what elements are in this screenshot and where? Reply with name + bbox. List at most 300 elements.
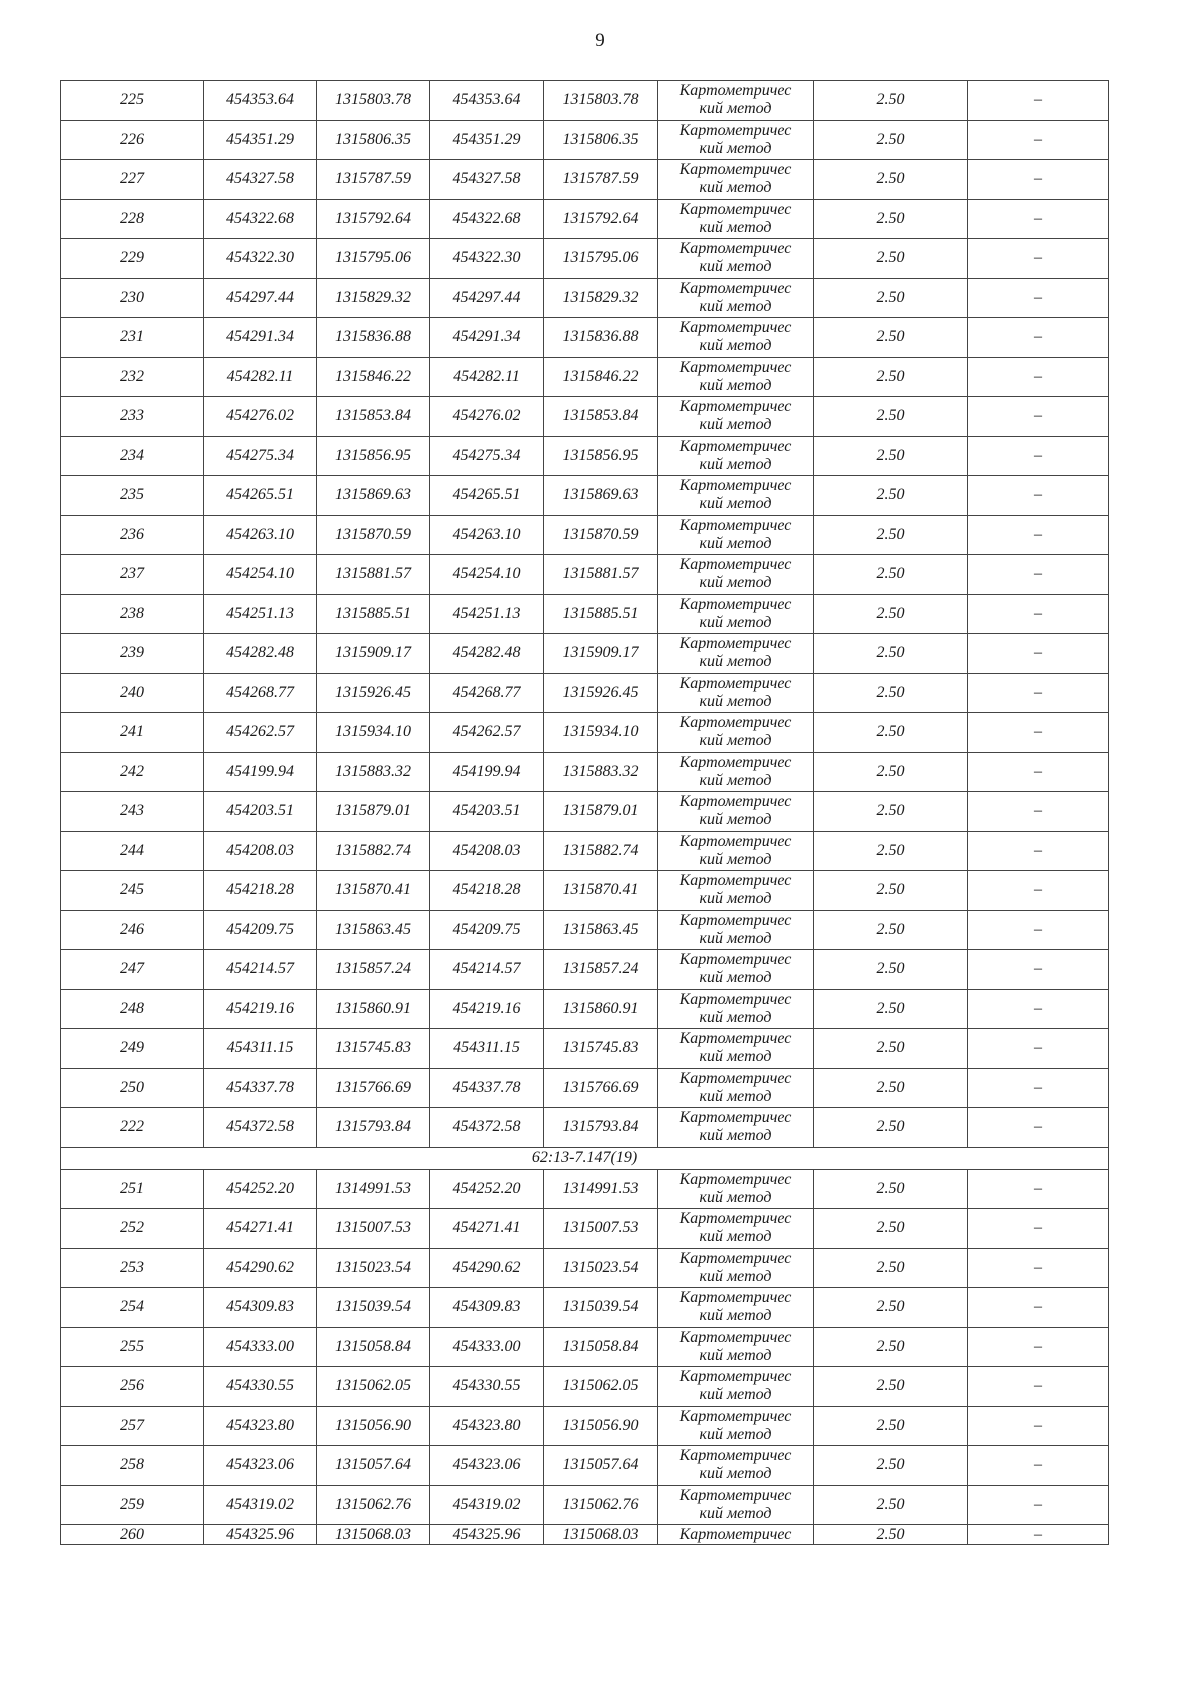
y-coordinate-2-cell: 1315062.76 — [544, 1485, 658, 1525]
description-cell: – — [968, 752, 1109, 792]
method-cell — [658, 555, 814, 595]
method-line-2: кий метод — [699, 574, 772, 592]
x-coordinate-2-cell: 454251.13 — [430, 594, 544, 634]
y-coordinate-2-cell: 1315853.84 — [544, 397, 658, 437]
method-line-2: кий метод — [699, 653, 772, 671]
y-coordinate-cell: 1315934.10 — [317, 713, 430, 753]
y-coordinate-cell: 1315870.41 — [317, 871, 430, 911]
x-coordinate-cell: 454254.10 — [204, 555, 317, 595]
method-line-1: Картометричес — [679, 200, 792, 218]
x-coordinate-cell: 454333.00 — [204, 1327, 317, 1367]
table-row — [61, 792, 1109, 832]
method-line-2: кий метод — [699, 495, 772, 513]
y-coordinate-2-cell: 1315056.90 — [544, 1406, 658, 1446]
y-coordinate-2-cell: 1315846.22 — [544, 357, 658, 397]
method-cell — [658, 357, 814, 397]
y-coordinate-cell: 1315846.22 — [317, 357, 430, 397]
accuracy-cell: 2.50 — [814, 278, 968, 318]
x-coordinate-2-cell: 454219.16 — [430, 989, 544, 1029]
y-coordinate-cell: 1315885.51 — [317, 594, 430, 634]
x-coordinate-2-cell: 454325.96 — [430, 1525, 544, 1545]
accuracy-cell: 2.50 — [814, 792, 968, 832]
method-line-2: кий метод — [699, 1087, 772, 1105]
point-number-cell: 259 — [61, 1485, 204, 1525]
table-row — [61, 1288, 1109, 1328]
x-coordinate-cell: 454214.57 — [204, 950, 317, 990]
description-cell: – — [968, 1327, 1109, 1367]
method-line-1: Картометричес — [679, 1368, 792, 1386]
x-coordinate-cell: 454218.28 — [204, 871, 317, 911]
point-number-cell: 245 — [61, 871, 204, 911]
description-cell: – — [968, 278, 1109, 318]
description-cell: – — [968, 555, 1109, 595]
x-coordinate-cell: 454297.44 — [204, 278, 317, 318]
x-coordinate-2-cell: 454214.57 — [430, 950, 544, 990]
point-number-cell: 222 — [61, 1108, 204, 1148]
method-line-2: кий метод — [699, 613, 772, 631]
accuracy-cell: 2.50 — [814, 1068, 968, 1108]
y-coordinate-cell: 1315836.88 — [317, 318, 430, 358]
method-cell — [658, 1525, 814, 1545]
y-coordinate-cell: 1315803.78 — [317, 81, 430, 121]
table-row — [61, 594, 1109, 634]
x-coordinate-2-cell: 454290.62 — [430, 1248, 544, 1288]
point-number-cell: 228 — [61, 199, 204, 239]
method-line-2: кий метод — [699, 455, 772, 473]
method-cell — [658, 81, 814, 121]
method-line-1: Картометричес — [679, 437, 792, 455]
point-number-cell: 241 — [61, 713, 204, 753]
x-coordinate-cell: 454251.13 — [204, 594, 317, 634]
y-coordinate-cell: 1315057.64 — [317, 1446, 430, 1486]
y-coordinate-2-cell: 1315909.17 — [544, 634, 658, 674]
y-coordinate-2-cell: 1315829.32 — [544, 278, 658, 318]
y-coordinate-2-cell: 1315881.57 — [544, 555, 658, 595]
x-coordinate-cell: 454351.29 — [204, 120, 317, 160]
accuracy-cell: 2.50 — [814, 239, 968, 279]
description-cell: – — [968, 1248, 1109, 1288]
method-line-1: Картометричес — [679, 1210, 792, 1228]
table-row — [61, 1446, 1109, 1486]
table-row — [61, 120, 1109, 160]
method-line-1: Картометричес — [679, 240, 792, 258]
method-line-1: Картометричес — [679, 1170, 792, 1188]
y-coordinate-2-cell: 1315879.01 — [544, 792, 658, 832]
method-line-1: Картометричес — [679, 279, 792, 297]
accuracy-cell: 2.50 — [814, 1525, 968, 1545]
point-number-cell: 232 — [61, 357, 204, 397]
method-line-2: кий метод — [699, 1425, 772, 1443]
y-coordinate-cell: 1315909.17 — [317, 634, 430, 674]
x-coordinate-2-cell: 454330.55 — [430, 1367, 544, 1407]
point-number-cell: 251 — [61, 1169, 204, 1209]
table-row — [61, 318, 1109, 358]
method-line-2: кий метод — [699, 1504, 772, 1522]
description-cell: – — [968, 239, 1109, 279]
x-coordinate-cell: 454309.83 — [204, 1288, 317, 1328]
method-cell — [658, 515, 814, 555]
x-coordinate-2-cell: 454262.57 — [430, 713, 544, 753]
method-line-1: Картометричес — [679, 398, 792, 416]
x-coordinate-cell: 454282.11 — [204, 357, 317, 397]
accuracy-cell: 2.50 — [814, 713, 968, 753]
table-row — [61, 239, 1109, 279]
method-cell — [658, 950, 814, 990]
table-row — [61, 1367, 1109, 1407]
table-row — [61, 81, 1109, 121]
method-line-1: Картометричес — [679, 121, 792, 139]
point-number-cell: 242 — [61, 752, 204, 792]
point-number-cell: 233 — [61, 397, 204, 437]
description-cell: – — [968, 81, 1109, 121]
method-cell — [658, 634, 814, 674]
table-row — [61, 989, 1109, 1029]
y-coordinate-cell: 1315795.06 — [317, 239, 430, 279]
method-line-2: кий метод — [699, 850, 772, 868]
description-cell: – — [968, 357, 1109, 397]
method-line-2: кий метод — [699, 811, 772, 829]
accuracy-cell: 2.50 — [814, 673, 968, 713]
y-coordinate-2-cell: 1315806.35 — [544, 120, 658, 160]
method-cell — [658, 752, 814, 792]
method-line-1: Картометричес — [679, 477, 792, 495]
table-row — [61, 160, 1109, 200]
method-cell — [658, 1209, 814, 1249]
description-cell: – — [968, 160, 1109, 200]
x-coordinate-2-cell: 454372.58 — [430, 1108, 544, 1148]
method-line-2: кий метод — [699, 100, 772, 118]
table-row — [61, 436, 1109, 476]
table-row — [61, 476, 1109, 516]
point-number-cell: 246 — [61, 910, 204, 950]
y-coordinate-2-cell: 1315926.45 — [544, 673, 658, 713]
description-cell: – — [968, 871, 1109, 911]
x-coordinate-2-cell: 454323.06 — [430, 1446, 544, 1486]
method-line-1: Картометричес — [679, 1030, 792, 1048]
method-line-2: кий метод — [699, 376, 772, 394]
method-cell — [658, 1485, 814, 1525]
y-coordinate-2-cell: 1315057.64 — [544, 1446, 658, 1486]
y-coordinate-2-cell: 1315793.84 — [544, 1108, 658, 1148]
method-cell — [658, 594, 814, 634]
point-number-cell: 231 — [61, 318, 204, 358]
method-cell — [658, 1068, 814, 1108]
point-number-cell: 239 — [61, 634, 204, 674]
accuracy-cell: 2.50 — [814, 1108, 968, 1148]
method-cell — [658, 831, 814, 871]
y-coordinate-cell: 1315926.45 — [317, 673, 430, 713]
y-coordinate-2-cell: 1315860.91 — [544, 989, 658, 1029]
y-coordinate-cell: 1315792.64 — [317, 199, 430, 239]
y-coordinate-2-cell: 1315857.24 — [544, 950, 658, 990]
point-number-cell: 254 — [61, 1288, 204, 1328]
method-line-1: Картометричес — [679, 1407, 792, 1425]
y-coordinate-cell: 1315062.05 — [317, 1367, 430, 1407]
x-coordinate-2-cell: 454203.51 — [430, 792, 544, 832]
x-coordinate-cell: 454203.51 — [204, 792, 317, 832]
x-coordinate-2-cell: 454322.68 — [430, 199, 544, 239]
x-coordinate-cell: 454271.41 — [204, 1209, 317, 1249]
method-line-1: Картометричес — [679, 714, 792, 732]
y-coordinate-2-cell: 1315882.74 — [544, 831, 658, 871]
method-cell — [658, 239, 814, 279]
method-line-1: Картометричес — [679, 358, 792, 376]
method-cell — [658, 989, 814, 1029]
accuracy-cell: 2.50 — [814, 1248, 968, 1288]
method-line-1: Картометричес — [679, 911, 792, 929]
description-cell: – — [968, 1288, 1109, 1328]
description-cell: – — [968, 397, 1109, 437]
method-cell — [658, 1446, 814, 1486]
method-line-1: Картометричес — [679, 319, 792, 337]
table-row — [61, 752, 1109, 792]
table-row — [61, 1248, 1109, 1288]
method-line-2: кий метод — [699, 139, 772, 157]
description-cell: – — [968, 1446, 1109, 1486]
y-coordinate-cell: 1315883.32 — [317, 752, 430, 792]
method-line-2: кий метод — [699, 929, 772, 947]
table-row — [61, 871, 1109, 911]
x-coordinate-cell: 454209.75 — [204, 910, 317, 950]
method-cell — [658, 910, 814, 950]
y-coordinate-2-cell: 1315795.06 — [544, 239, 658, 279]
x-coordinate-cell: 454208.03 — [204, 831, 317, 871]
method-cell — [658, 278, 814, 318]
y-coordinate-2-cell: 1315934.10 — [544, 713, 658, 753]
table-row — [61, 673, 1109, 713]
method-line-2: кий метод — [699, 1008, 772, 1026]
x-coordinate-2-cell: 454254.10 — [430, 555, 544, 595]
description-cell: – — [968, 515, 1109, 555]
accuracy-cell: 2.50 — [814, 752, 968, 792]
method-line-1: Картометричес — [679, 832, 792, 850]
accuracy-cell: 2.50 — [814, 910, 968, 950]
table-row — [61, 634, 1109, 674]
x-coordinate-cell: 454275.34 — [204, 436, 317, 476]
description-cell: – — [968, 910, 1109, 950]
table-row — [61, 713, 1109, 753]
x-coordinate-cell: 454323.06 — [204, 1446, 317, 1486]
x-coordinate-cell: 454327.58 — [204, 160, 317, 200]
method-cell — [658, 673, 814, 713]
y-coordinate-2-cell: 1315836.88 — [544, 318, 658, 358]
accuracy-cell: 2.50 — [814, 555, 968, 595]
table-row — [61, 1485, 1109, 1525]
x-coordinate-2-cell: 454218.28 — [430, 871, 544, 911]
y-coordinate-2-cell: 1315870.41 — [544, 871, 658, 911]
method-line-1: Картометричес — [679, 1486, 792, 1504]
x-coordinate-cell: 454322.30 — [204, 239, 317, 279]
section-label: 62:13-7.147(19) — [61, 1147, 1109, 1169]
description-cell: – — [968, 831, 1109, 871]
y-coordinate-cell: 1315787.59 — [317, 160, 430, 200]
description-cell: – — [968, 1525, 1109, 1545]
x-coordinate-2-cell: 454333.00 — [430, 1327, 544, 1367]
accuracy-cell: 2.50 — [814, 1209, 968, 1249]
point-number-cell: 238 — [61, 594, 204, 634]
method-line-2: кий метод — [699, 1267, 772, 1285]
x-coordinate-cell: 454268.77 — [204, 673, 317, 713]
accuracy-cell: 2.50 — [814, 1327, 968, 1367]
x-coordinate-2-cell: 454297.44 — [430, 278, 544, 318]
accuracy-cell: 2.50 — [814, 120, 968, 160]
method-line-1: Картометричес — [679, 753, 792, 771]
table-row — [61, 278, 1109, 318]
x-coordinate-2-cell: 454291.34 — [430, 318, 544, 358]
method-line-1: Картометричес — [679, 951, 792, 969]
point-number-cell: 243 — [61, 792, 204, 832]
x-coordinate-cell: 454282.48 — [204, 634, 317, 674]
accuracy-cell: 2.50 — [814, 318, 968, 358]
point-number-cell: 235 — [61, 476, 204, 516]
method-line-2: кий метод — [699, 1386, 772, 1404]
y-coordinate-2-cell: 1315745.83 — [544, 1029, 658, 1069]
y-coordinate-cell: 1315062.76 — [317, 1485, 430, 1525]
x-coordinate-2-cell: 454311.15 — [430, 1029, 544, 1069]
accuracy-cell: 2.50 — [814, 357, 968, 397]
table-row — [61, 1209, 1109, 1249]
y-coordinate-cell: 1315879.01 — [317, 792, 430, 832]
method-cell — [658, 1327, 814, 1367]
method-line-2: кий метод — [699, 337, 772, 355]
accuracy-cell: 2.50 — [814, 1169, 968, 1209]
method-line-2: кий метод — [699, 218, 772, 236]
y-coordinate-2-cell: 1315883.32 — [544, 752, 658, 792]
point-number-cell: 255 — [61, 1327, 204, 1367]
point-number-cell: 248 — [61, 989, 204, 1029]
y-coordinate-cell: 1315869.63 — [317, 476, 430, 516]
description-cell: – — [968, 634, 1109, 674]
accuracy-cell: 2.50 — [814, 831, 968, 871]
page-number: 9 — [595, 30, 605, 51]
x-coordinate-2-cell: 454208.03 — [430, 831, 544, 871]
x-coordinate-cell: 454353.64 — [204, 81, 317, 121]
x-coordinate-2-cell: 454209.75 — [430, 910, 544, 950]
method-line-2: кий метод — [699, 1127, 772, 1145]
description-cell: – — [968, 713, 1109, 753]
method-line-1: Картометричес — [679, 990, 792, 1008]
accuracy-cell: 2.50 — [814, 1406, 968, 1446]
accuracy-cell: 2.50 — [814, 436, 968, 476]
point-number-cell: 256 — [61, 1367, 204, 1407]
point-number-cell: 229 — [61, 239, 204, 279]
method-line-2: кий метод — [699, 771, 772, 789]
accuracy-cell: 2.50 — [814, 160, 968, 200]
description-cell: – — [968, 1406, 1109, 1446]
accuracy-cell: 2.50 — [814, 1485, 968, 1525]
x-coordinate-2-cell: 454351.29 — [430, 120, 544, 160]
x-coordinate-2-cell: 454275.34 — [430, 436, 544, 476]
x-coordinate-2-cell: 454252.20 — [430, 1169, 544, 1209]
method-line-1: Картометричес — [679, 1328, 792, 1346]
accuracy-cell: 2.50 — [814, 989, 968, 1029]
y-coordinate-cell: 1315745.83 — [317, 1029, 430, 1069]
method-cell — [658, 436, 814, 476]
x-coordinate-cell: 454372.58 — [204, 1108, 317, 1148]
x-coordinate-cell: 454311.15 — [204, 1029, 317, 1069]
description-cell: – — [968, 1367, 1109, 1407]
x-coordinate-cell: 454199.94 — [204, 752, 317, 792]
table-row — [61, 357, 1109, 397]
description-cell: – — [968, 199, 1109, 239]
method-line-1: Картометричес — [679, 516, 792, 534]
method-line-1: Картометричес — [679, 872, 792, 890]
method-line-1: Картометричес — [679, 1447, 792, 1465]
description-cell: – — [968, 476, 1109, 516]
x-coordinate-2-cell: 454268.77 — [430, 673, 544, 713]
description-cell: – — [968, 1029, 1109, 1069]
method-line-1: Картометричес — [679, 556, 792, 574]
method-line-1: Картометричес — [679, 1069, 792, 1087]
x-coordinate-cell: 454276.02 — [204, 397, 317, 437]
y-coordinate-2-cell: 1315803.78 — [544, 81, 658, 121]
description-cell: – — [968, 1068, 1109, 1108]
method-cell — [658, 199, 814, 239]
description-cell: – — [968, 1108, 1109, 1148]
method-line-2: кий метод — [699, 1346, 772, 1364]
accuracy-cell: 2.50 — [814, 476, 968, 516]
accuracy-cell: 2.50 — [814, 594, 968, 634]
description-cell: – — [968, 792, 1109, 832]
y-coordinate-cell: 1315806.35 — [317, 120, 430, 160]
method-cell — [658, 1029, 814, 1069]
y-coordinate-2-cell: 1315007.53 — [544, 1209, 658, 1249]
point-number-cell: 249 — [61, 1029, 204, 1069]
x-coordinate-2-cell: 454282.11 — [430, 357, 544, 397]
method-line-2: кий метод — [699, 297, 772, 315]
x-coordinate-cell: 454262.57 — [204, 713, 317, 753]
x-coordinate-2-cell: 454327.58 — [430, 160, 544, 200]
y-coordinate-2-cell: 1315787.59 — [544, 160, 658, 200]
method-line-2: кий метод — [699, 416, 772, 434]
x-coordinate-2-cell: 454353.64 — [430, 81, 544, 121]
coordinates-table — [60, 80, 1109, 1545]
point-number-cell: 226 — [61, 120, 204, 160]
point-number-cell: 225 — [61, 81, 204, 121]
x-coordinate-cell: 454290.62 — [204, 1248, 317, 1288]
description-cell: – — [968, 318, 1109, 358]
point-number-cell: 257 — [61, 1406, 204, 1446]
x-coordinate-2-cell: 454309.83 — [430, 1288, 544, 1328]
y-coordinate-cell: 1315881.57 — [317, 555, 430, 595]
accuracy-cell: 2.50 — [814, 1367, 968, 1407]
method-line-1: Картометричес — [679, 82, 792, 100]
x-coordinate-2-cell: 454271.41 — [430, 1209, 544, 1249]
method-line-2: кий метод — [699, 1048, 772, 1066]
y-coordinate-cell: 1315863.45 — [317, 910, 430, 950]
x-coordinate-2-cell: 454265.51 — [430, 476, 544, 516]
method-line-2: кий метод — [699, 732, 772, 750]
y-coordinate-cell: 1314991.53 — [317, 1169, 430, 1209]
method-line-2: кий метод — [699, 1228, 772, 1246]
y-coordinate-2-cell: 1315062.05 — [544, 1367, 658, 1407]
method-line-1: Картометричес — [679, 635, 792, 653]
method-cell — [658, 792, 814, 832]
y-coordinate-2-cell: 1314991.53 — [544, 1169, 658, 1209]
y-coordinate-2-cell: 1315885.51 — [544, 594, 658, 634]
table-body — [61, 81, 1109, 1545]
description-cell: – — [968, 673, 1109, 713]
method-cell — [658, 1108, 814, 1148]
x-coordinate-2-cell: 454263.10 — [430, 515, 544, 555]
accuracy-cell: 2.50 — [814, 1446, 968, 1486]
method-line-1: Картометричес — [679, 161, 792, 179]
y-coordinate-2-cell: 1315870.59 — [544, 515, 658, 555]
point-number-cell: 244 — [61, 831, 204, 871]
accuracy-cell: 2.50 — [814, 1288, 968, 1328]
x-coordinate-cell: 454330.55 — [204, 1367, 317, 1407]
y-coordinate-cell: 1315853.84 — [317, 397, 430, 437]
